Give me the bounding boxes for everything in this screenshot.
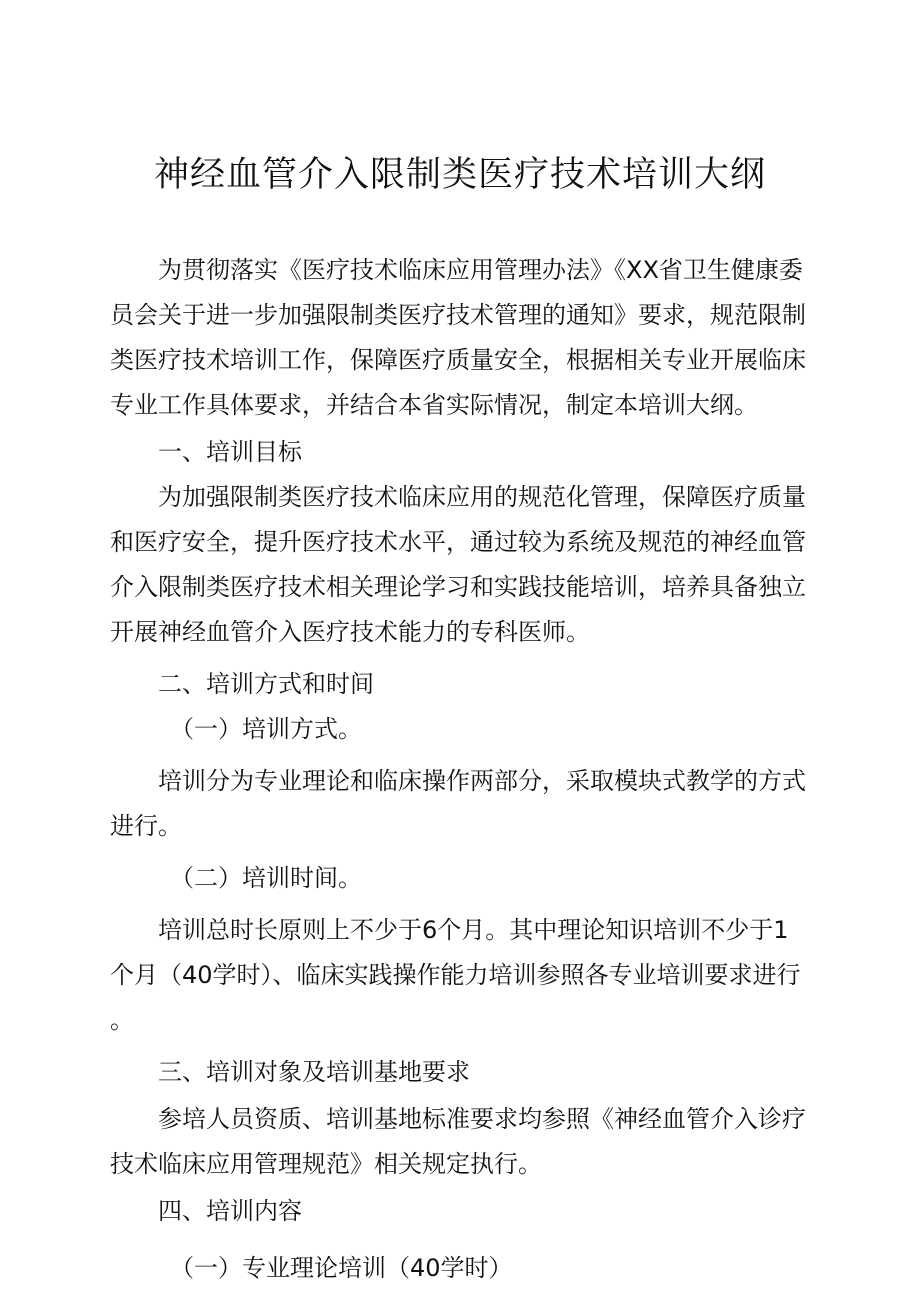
subsection-heading-training-time: （二）培训时间。 (170, 864, 362, 892)
subsection-heading-training-method: （一）培训方式。 (170, 715, 362, 743)
training-method-paragraph: 培训分为专业理论和临床操作两部分，采取模块式教学的方式进行。 (110, 767, 806, 840)
section-heading-training-content: 四、培训内容 (158, 1197, 302, 1225)
section-heading-training-goals: 一、培训目标 (158, 438, 302, 466)
subsection-heading-theory-training: （一）专业理论培训（40学时） (170, 1254, 513, 1282)
section-heading-trainees-bases: 三、培训对象及培训基地要求 (158, 1058, 470, 1086)
training-time-paragraph: 培训总时长原则上不少于6个月。其中理论知识培训不少于1个月（40学时）、临床实践操作能力培训参照各专业培训要求进行。 (110, 916, 801, 1034)
section-heading-training-method-time: 二、培训方式和时间 (158, 670, 374, 698)
training-goals-paragraph: 为加强限制类医疗技术临床应用的规范化管理，保障医疗质量和医疗安全，提升医疗技术水平，通过较为系统及规范的神经血管介入限制类医疗技术相关理论学习和实践技能培训，培养具备独立开展神经血管介入医疗技术能力的专科医师。 (110, 483, 806, 646)
intro-paragraph: 为贯彻落实《医疗技术临床应用管理办法》《XX省卫生健康委员会关于进一步加强限制类医疗技术管理的通知》要求，规范限制类医疗技术培训工作，保障医疗质量安全，根据相关专业开展临床专业工作具体要求，并结合本省实际情况，制定本培训大纲。 (110, 256, 806, 419)
document-title: 神经血管介入限制类医疗技术培训大纲 (153, 155, 766, 195)
document-body (110, 248, 810, 1291)
trainees-bases-paragraph: 参培人员资质、培训基地标准要求均参照《神经血管介入诊疗技术临床应用管理规范》相关规定执行。 (110, 1105, 806, 1178)
